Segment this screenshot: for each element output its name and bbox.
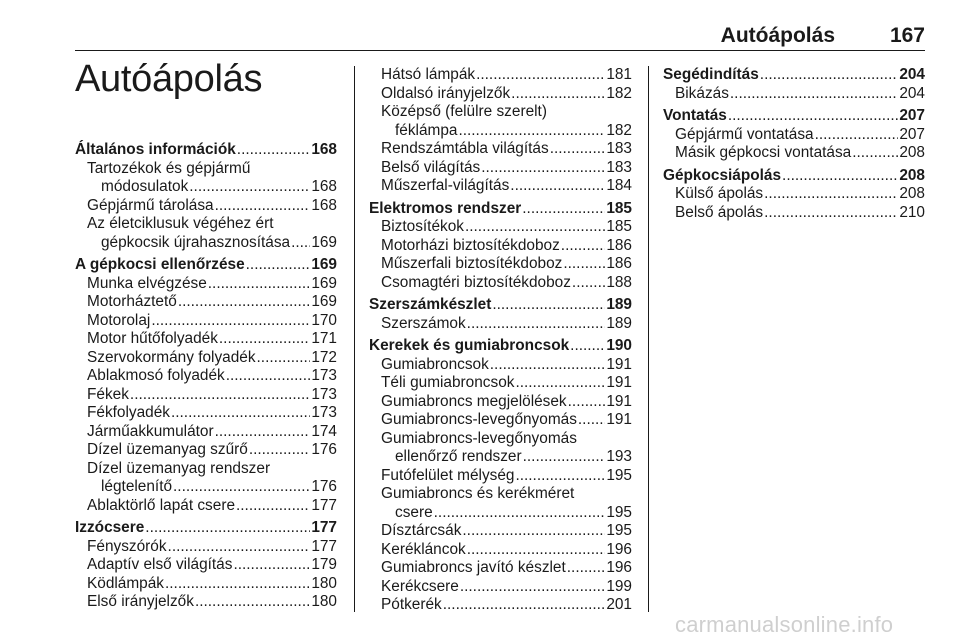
dot-leader [572, 274, 605, 293]
dot-leader [458, 122, 605, 141]
toc-entry[interactable] [663, 126, 925, 145]
toc-page-number: 210 [899, 203, 925, 221]
dot-leader [215, 423, 311, 442]
toc-entry[interactable] [369, 103, 632, 140]
toc-entry-label: Kerékcsere [381, 577, 459, 595]
toc-entry-label: Ablakmosó folyadék [87, 367, 225, 384]
toc-entry-label: Középső (felülre szerelt) [381, 103, 547, 120]
toc-page-number: 177 [311, 537, 337, 555]
toc-page-number: 193 [606, 448, 632, 465]
toc-entry[interactable] [75, 312, 337, 331]
dot-leader [852, 144, 898, 163]
toc-entry-label: Motorháztető [87, 293, 177, 310]
toc-entry[interactable] [663, 85, 925, 104]
toc-entry[interactable] [75, 538, 337, 557]
toc-entry-label: Vontatás [663, 107, 727, 124]
toc-entry-label: Elektromos rendszer [369, 199, 522, 217]
toc-entry[interactable] [369, 559, 632, 578]
watermark: carmanualsonline.info [675, 612, 894, 637]
dot-leader [219, 330, 310, 349]
toc-page-number: 195 [606, 503, 632, 521]
toc-entry-label: Általános információk [75, 141, 236, 158]
toc-entry-continuation: módosulatok [101, 178, 189, 195]
toc-entry-continuation: féklámpa [395, 121, 458, 139]
toc-entry-label: Csomagtéri biztosítékdoboz [381, 273, 571, 291]
toc-entry[interactable] [369, 578, 632, 597]
toc-entry-label: Munka elvégzése [87, 274, 207, 292]
toc-page-number: 173 [311, 404, 337, 421]
toc-page-number: 171 [311, 330, 337, 347]
toc-page-number: 176 [311, 478, 337, 495]
toc-entry-label: Adaptív első világítás [87, 556, 233, 573]
dot-leader [226, 367, 311, 386]
toc-entry-label: Oldalsó irányjelzők [381, 84, 511, 102]
toc-section[interactable] [663, 66, 925, 85]
toc-entry-label: Gumiabroncs megjelölések [381, 392, 567, 410]
toc-entry-label: Fékek [87, 385, 129, 403]
dot-leader [246, 256, 311, 275]
toc-page-number: 185 [606, 218, 632, 235]
dot-leader [563, 255, 605, 274]
toc-entry[interactable] [75, 197, 337, 216]
toc-entry-label: Dísztárcsák [381, 522, 462, 539]
toc-page-number: 179 [311, 556, 337, 573]
dot-leader [515, 467, 605, 486]
toc-column-2 [369, 66, 632, 615]
toc-entry-label: Első irányjelzők [87, 593, 194, 610]
toc-page-number: 180 [311, 574, 337, 592]
toc-page-number: 169 [311, 256, 337, 273]
toc-entry[interactable] [75, 556, 337, 575]
toc-entry[interactable] [75, 423, 337, 442]
toc-entry-label: Gumiabroncs javító készlet [381, 559, 566, 576]
toc-page-number: 195 [606, 466, 632, 484]
toc-entry-continuation: légtelenítő [101, 478, 173, 495]
toc-page-number: 208 [899, 144, 925, 161]
toc-page-number: 191 [606, 411, 632, 428]
dot-leader [523, 448, 606, 467]
dot-leader [510, 177, 605, 196]
toc-page-number: 191 [606, 392, 632, 410]
toc-page-number: 207 [899, 125, 925, 143]
toc-entry-label: Szervokormány folyadék [87, 348, 256, 366]
dot-leader [492, 296, 605, 315]
dot-leader [130, 386, 310, 405]
toc-entry[interactable] [663, 144, 925, 163]
toc-page-number: 182 [606, 121, 632, 139]
toc-page-number: 188 [606, 273, 632, 291]
toc-section[interactable] [369, 337, 632, 356]
toc-page-number: 172 [311, 348, 337, 366]
toc-entry-label: Járműakkumulátor [87, 422, 214, 440]
toc-page-number: 169 [311, 233, 337, 251]
page-number: 167 [889, 24, 925, 47]
toc-entry-label: Gumiabroncs-levegőnyomás [381, 429, 577, 447]
toc-page-number: 177 [311, 496, 337, 514]
toc-page-number: 174 [311, 422, 337, 440]
toc-page-number: 199 [606, 577, 632, 595]
toc-entry-label: Pótkerék [381, 596, 442, 613]
toc-entry[interactable] [369, 255, 632, 274]
toc-page-number: 185 [606, 199, 632, 217]
toc-entry-label: Tartozékok és gépjármű [87, 159, 251, 177]
header-rule [75, 50, 925, 51]
toc-entry[interactable] [369, 140, 632, 159]
toc-entry-label: A gépkocsi ellenőrzése [75, 256, 245, 273]
toc-entry[interactable] [369, 430, 632, 467]
toc-page-number: 181 [606, 66, 632, 83]
toc-entry-label: Dízel üzemanyag rendszer [87, 459, 271, 477]
toc-page-number: 182 [606, 84, 632, 102]
toc-entry[interactable] [369, 177, 632, 196]
toc-section[interactable] [663, 107, 925, 126]
dot-leader [764, 204, 898, 223]
toc-entry-label: Külső ápolás [675, 185, 764, 202]
toc-entry-label: Szerszámok [381, 314, 466, 332]
dot-leader [465, 218, 605, 237]
toc-page-number: 190 [606, 337, 632, 354]
dot-leader [782, 167, 898, 186]
toc-entry-label: Fékfolyadék [87, 404, 170, 421]
dot-leader [561, 237, 606, 256]
dot-leader [730, 85, 898, 104]
toc-entry-continuation: gépkocsik újrahasznosítása [101, 233, 291, 251]
toc-entry[interactable] [75, 330, 337, 349]
toc-page-number: 177 [311, 519, 337, 536]
dot-leader [728, 107, 898, 126]
toc-entry[interactable] [75, 575, 337, 594]
toc-page-number: 191 [606, 355, 632, 373]
toc-section[interactable] [369, 200, 632, 219]
toc-entry[interactable] [663, 204, 925, 223]
toc-section[interactable] [75, 519, 337, 538]
toc-section[interactable] [663, 167, 925, 186]
toc-page-number: 186 [606, 236, 632, 254]
toc-entry[interactable] [75, 497, 337, 516]
toc-section[interactable] [75, 141, 337, 160]
dot-leader [171, 404, 310, 423]
toc-entry-label: Szerszámkészlet [369, 296, 492, 313]
toc-entry-label: Téli gumiabroncsok [381, 374, 515, 391]
toc-entry-label: Ködlámpák [87, 574, 164, 592]
toc-page-number: 195 [606, 522, 632, 539]
toc-page-number: 168 [311, 178, 337, 195]
dot-leader [467, 315, 606, 334]
dot-leader [151, 312, 310, 331]
toc-entry[interactable] [369, 218, 632, 237]
toc-entry[interactable] [369, 411, 632, 430]
dot-leader [257, 349, 311, 368]
toc-entry-continuation: ellenőrző rendszer [395, 448, 522, 465]
dot-leader [168, 538, 311, 557]
toc-entry-label: Gépjármű tárolása [87, 196, 214, 214]
toc-entry-label: Dízel üzemanyag szűrő [87, 441, 248, 458]
running-header [75, 24, 925, 52]
dot-leader [237, 141, 311, 160]
toc-page-number: 180 [311, 593, 337, 610]
dot-leader [236, 497, 310, 516]
toc-entry[interactable] [75, 349, 337, 368]
toc-entry[interactable] [75, 367, 337, 386]
toc-page-number: 191 [606, 374, 632, 391]
toc-page-number: 196 [606, 540, 632, 558]
toc-entry[interactable] [369, 374, 632, 393]
dot-leader [522, 200, 605, 219]
toc-entry-label: Műszerfali biztosítékdoboz [381, 255, 563, 272]
toc-entry[interactable] [369, 541, 632, 560]
toc-page-number: 183 [606, 158, 632, 176]
toc-entry[interactable] [369, 522, 632, 541]
toc-entry-label: Gumiabroncsok [381, 355, 489, 373]
toc-entry-label: Izzócsere [75, 519, 145, 536]
dot-leader [215, 197, 311, 216]
dot-leader [434, 504, 606, 523]
toc-entry[interactable] [369, 467, 632, 486]
toc-entry-label: Bikázás [675, 84, 729, 102]
chapter-title: Autóápolás [75, 58, 263, 100]
toc-entry-label: Belső ápolás [675, 203, 764, 221]
dot-leader [467, 541, 606, 560]
toc-page-number: 186 [606, 255, 632, 272]
toc-page-number: 184 [606, 177, 632, 194]
toc-page-number: 204 [899, 66, 925, 83]
toc-entry-label: Biztosítékok [381, 218, 464, 235]
toc-entry[interactable] [75, 160, 337, 197]
toc-page-number: 189 [606, 314, 632, 332]
dot-leader [178, 293, 310, 312]
toc-entry[interactable] [369, 66, 632, 85]
dot-leader [145, 519, 310, 538]
toc-column-3 [663, 66, 925, 222]
dot-leader [578, 411, 605, 430]
dot-leader [515, 374, 605, 393]
toc-entry[interactable] [75, 441, 337, 460]
dot-leader [443, 596, 606, 615]
toc-entry-label: Másik gépkocsi vontatása [675, 144, 852, 161]
dot-leader [233, 556, 310, 575]
toc-page-number: 176 [311, 441, 337, 458]
toc-entry-label: Gumiabroncs és kerékméret [381, 485, 575, 502]
toc-page-number: 204 [899, 84, 925, 102]
toc-entry[interactable] [369, 159, 632, 178]
dot-leader [165, 575, 310, 594]
toc-entry[interactable] [75, 404, 337, 423]
dot-leader [511, 85, 605, 104]
toc-page-number: 196 [606, 559, 632, 576]
toc-entry-label: Futófelület mélység [381, 466, 515, 484]
toc-entry-label: Fényszórók [87, 537, 167, 555]
toc-entry-label: Motorolaj [87, 311, 151, 329]
toc-entry[interactable] [663, 185, 925, 204]
toc-entry-label: Kerékláncok [381, 540, 466, 558]
dot-leader [462, 522, 605, 541]
dot-leader [208, 275, 311, 294]
toc-entry-label: Gumiabroncs-levegőnyomás [381, 411, 577, 428]
toc-page-number: 208 [899, 166, 925, 184]
toc-page-number: 173 [311, 385, 337, 403]
toc-entry-label: Segédindítás [663, 66, 759, 83]
toc-entry[interactable] [75, 460, 337, 497]
dot-leader [764, 185, 898, 204]
toc-page-number: 189 [606, 296, 632, 313]
toc-page-number: 169 [311, 274, 337, 292]
toc-entry-label: Gépkocsiápolás [663, 166, 782, 184]
toc-entry-label: Műszerfal-világítás [381, 177, 510, 194]
dot-leader [567, 559, 606, 578]
toc-entry-label: Ablaktörlő lapát csere [87, 496, 235, 514]
toc-entry-label: Motor hűtőfolyadék [87, 330, 218, 347]
toc-entry-label: Motorházi biztosítékdoboz [381, 236, 560, 254]
dot-leader [760, 66, 899, 85]
toc-page-number: 207 [899, 107, 925, 124]
toc-entry[interactable] [75, 593, 337, 612]
toc-entry[interactable] [369, 393, 632, 412]
toc-entry[interactable] [369, 356, 632, 375]
toc-section[interactable] [369, 296, 632, 315]
dot-leader [570, 337, 605, 356]
toc-entry[interactable] [369, 237, 632, 256]
dot-leader [481, 159, 605, 178]
toc-entry-label: Gépjármű vontatása [675, 125, 814, 143]
dot-leader [490, 356, 606, 375]
dot-leader [189, 178, 310, 197]
toc-entry-label: Kerekek és gumiabroncsok [369, 337, 570, 354]
column-divider [648, 66, 649, 612]
dot-leader [249, 441, 310, 460]
toc-entry[interactable] [75, 293, 337, 312]
toc-entry[interactable] [75, 386, 337, 405]
running-header-title: Autóápolás [720, 24, 835, 47]
dot-leader [815, 126, 899, 145]
toc-entry[interactable] [75, 275, 337, 294]
toc-entry[interactable] [369, 315, 632, 334]
toc-entry-continuation: csere [395, 503, 433, 521]
toc-entry[interactable] [369, 485, 632, 522]
dot-leader [173, 478, 310, 497]
toc-page-number: 168 [311, 196, 337, 214]
toc-entry[interactable] [75, 215, 337, 252]
toc-entry[interactable] [369, 596, 632, 615]
toc-entry-label: Az életciklusuk végéhez ért [87, 215, 274, 232]
toc-page-number: 170 [311, 311, 337, 329]
toc-page-number: 173 [311, 367, 337, 384]
dot-leader [291, 234, 310, 253]
toc-entry-label: Hátsó lámpák [381, 66, 476, 83]
toc-page-number: 208 [899, 185, 925, 202]
toc-entry-label: Rendszámtábla világítás [381, 140, 549, 157]
toc-column-1 [75, 141, 337, 612]
dot-leader [460, 578, 605, 597]
dot-leader [568, 393, 606, 412]
toc-page-number: 169 [311, 293, 337, 310]
dot-leader [195, 593, 310, 612]
toc-entry-label: Belső világítás [381, 158, 481, 176]
toc-page-number: 183 [606, 140, 632, 157]
toc-section[interactable] [75, 256, 337, 275]
toc-page-number: 168 [311, 141, 337, 158]
toc-entry[interactable] [369, 85, 632, 104]
toc-entry[interactable] [369, 274, 632, 293]
column-divider [354, 66, 355, 612]
dot-leader [550, 140, 606, 159]
toc-page-number: 201 [606, 596, 632, 613]
dot-leader [476, 66, 605, 85]
